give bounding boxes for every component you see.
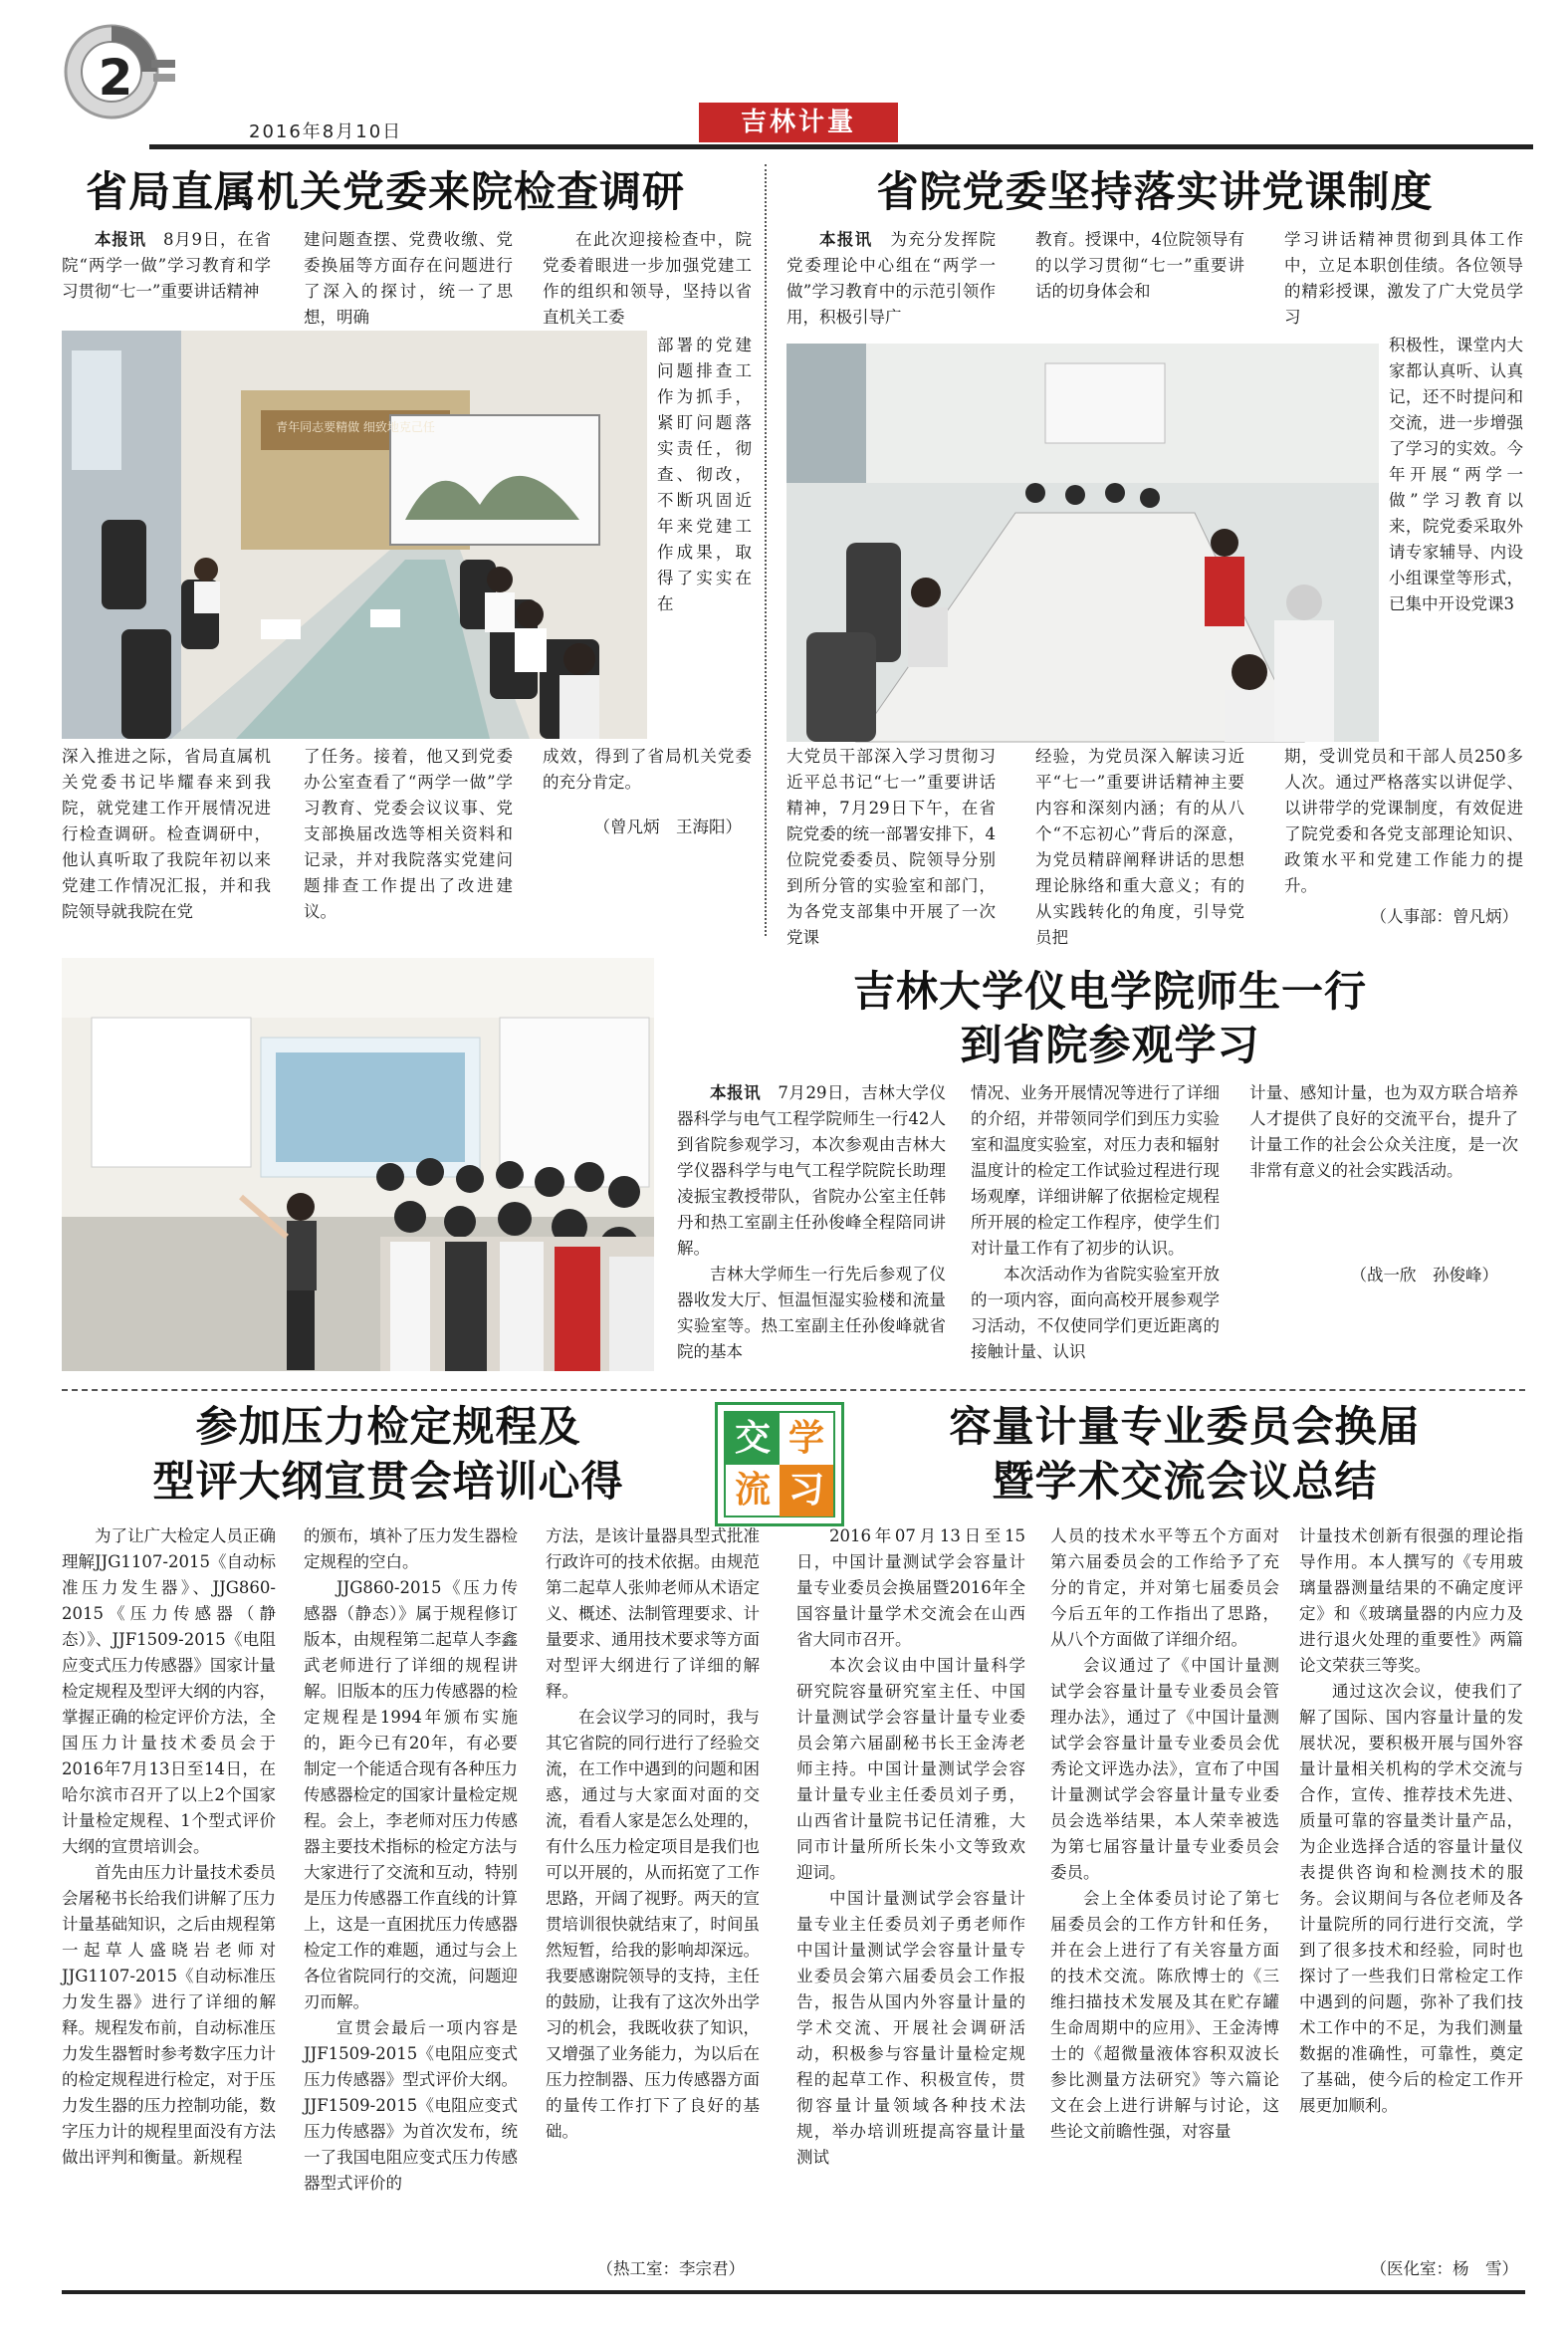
article1-bottom-col2: 了任务。接着，他又到党委办公室查看了“两学一做”学习教育、党委会议议事、党支部换届改选等相关资料和记录，并对我院落实党建问题排查工作提出了改进建议。 [304, 747, 513, 921]
article2-col1: 本报讯 为充分发挥院党委理论中心组在“两学一做”学习教育中的示范引领作用，积极引导广 [786, 230, 997, 327]
article5-col2: 人员的技术水平等五个方面对第六届委员会的工作给予了充分的肯定，并对第七届委员会今后五年的工作指出了思路，从八个方面做了详细介绍。 会议通过了《中国计量测试学会容量计量专业委员会管理办法》，通过了《中国计量测试学会容量计量专业委员会优秀论文评选办法》，宣布了中国计量测试学会容量计量专业委员会选举结果，本人荣幸被选为第七届容量计量专业委员会委员。 会上全体委员讨论了第七届委员会的工作方针和任务，并在会上进行了有关容量方面的技术交流。陈欣博士的《三维扫描技术发展及其在贮存罐生命周期中的应用》、王金涛博士的《超微量液体容积双波长参比测量方法研究》等六篇论文在会上进行讲解与讨论，这些论文前瞻性强，对容量 [1050, 1526, 1279, 2141]
badge-char-1: 交 [726, 1413, 780, 1465]
article2-bottom-col3: 期，受训党员和干部人员250多人次。通过严格落实以讲促学、以讲带学的党课制度，有效促进了院党委和各党支部理论知识、政策水平和党建工作能力的提升。 [1284, 747, 1523, 895]
article3-title-line2: 到省院参观学习 [960, 1021, 1260, 1069]
article4-signature: （热工室：李宗君） [596, 2259, 745, 2278]
article1-photo-wall-text: 青年同志要精做 细致地克己任 [276, 420, 435, 434]
article5-col3: 计量技术创新有很强的理论指导作用。本人撰写的《专用玻璃量器测量结果的不确定度评定》和《玻璃量器的内应力及进行退火处理的重要性》两篇论文荣获三等奖。 通过这次会议，使我们了解了国际、国内容量计量的发展状况，要积极开展与国外容量计量相关机构的学术交流与合作，宣传、推荐技术先进、质量可靠的容量类计量产品，为企业选择合适的容量计量仪表提供咨询和检测技术的服务。会议期间与各位老师及各计量院所的同行进行交流，学到了很多技术和经验，同时也探讨了一些我们日常检定工作中遇到的问题，弥补了我们技术工作中的不足，为我们测量数据的准确性，可靠性，奠定了基础，使今后的检定工作开展更加顺利。 [1299, 1526, 1523, 2115]
article4-col1: 为了让广大检定人员正确理解JJG1107-2015《自动标准压力发生器》、JJG860-2015《压力传感器（静态）》、JJF1509-2015《电阻应变式压力传感器》国家计量检定规程及型评大纲的内容，掌握正确的检定评价方法，全国压力计量技术委员会于2016年7月13日至14日，在哈尔滨市召开了以上2个国家计量检定规程、1个型式评价大纲的宣贯培训会。 首先由压力计量技术委员会屠秘书长给我们讲解了压力计量基础知识，之后由规程第一起草人盛晓岩老师对JJG1107-2015《自动标准压力发生器》进行了详细的解释。规程发布前，自动标准压力发生器暂时参考数字压力计的检定规程进行检定，对于压力发生器的压力控制功能，数字压力计的规程里面没有方法做出评判和衡量。新规程 [62, 1526, 276, 2167]
page-number: 2 [98, 49, 133, 107]
column-divider-top [765, 164, 767, 936]
article5-signature: （医化室：杨 雪） [1370, 2259, 1518, 2278]
article2-title: 省院党委坚持落实讲党课制度 [876, 167, 1434, 216]
article5-title-line1: 容量计量专业委员会换届 [949, 1402, 1421, 1451]
article1-title: 省局直属机关党委来院检查调研 [85, 167, 685, 216]
section-rule [62, 1389, 1525, 1391]
article5-col1: 2016年07月13日至15日，中国计量测试学会容量计量专业委员会换届暨2016年全国容量计量学术交流会在山西省大同市召开。 本次会议由中国计量科学研究院容量研究室主任、中国计量测试学会容量计量专业委员会第六届副秘书长王金涛老师主持。中国计量测试学会容量计量专业主任委员刘子勇，山西省计量院书记任清雅，大同市计量所所长朱小文等致欢迎词。 中国计量测试学会容量计量专业主任委员刘子勇老师作中国计量测试学会容量计量专业委员会第六届委员会工作报告，报告从国内外容量计量的学术交流、开展社会调研活动，积极参与容量计量检定规程的起草工作、积极宣传，贯彻容量计量领域各种技术法规，举办培训班提高容量计量测试 [796, 1526, 1025, 2167]
article3-title-line1: 吉林大学仪电学院师生一行 [852, 967, 1367, 1016]
article2-photo-lecture [786, 344, 1379, 742]
article1-bottom-col1: 深入推进之际，省局直属机关党委书记毕耀春来到我院，就党建工作开展情况进行检查调研。检查调研中，他认真听取了我院年初以来党建工作情况汇报，并和我院领导就我院在党 [62, 747, 271, 921]
article1-signature: （曾凡炳 王海阳） [593, 817, 742, 836]
article4-title-line1: 参加压力检定规程及 [195, 1402, 581, 1451]
article1-photo-meeting-room [62, 331, 647, 739]
article2-bottom-col2: 经验，为党员深入解读习近平“七一”重要讲话精神主要内容和深刻内涵；有的从八个“不忘初心”背后的深意，为党员精辟阐释讲话的思想理论脉络和重大意义；有的从实践转化的角度，引导党员把 [1035, 747, 1244, 947]
article1-col2: 建问题查摆、党费收缴、党委换届等方面存在问题进行了深入的探讨，统一了思想，明确 [304, 230, 513, 327]
article3-photo-visit [62, 958, 654, 1371]
footer-rule [62, 2290, 1525, 2294]
issue-date: 2016年8月10日 [249, 121, 403, 142]
article4-col2: 的颁布，填补了压力发生器检定规程的空白。 JJG860-2015《压力传感器（静态）》属于规程修订版本，由规程第二起草人李鑫武老师进行了详细的规程讲解。旧版本的压力传感器的检定规程是1994年颁布实施的，距今已有20年，有必要制定一个能适合现有各种压力传感器检定的国家计量检定规程。会上，李老师对压力传感器主要技术指标的检定方法与大家进行了交流和互动，特别是压力传感器工作直线的计算上，这是一直困扰压力传感器检定工作的难题，通过与会上各位省院同行的交流，问题迎刃而解。 宣贯会最后一项内容是JJF1509-2015《电阻应变式压力传感器》型式评价大纲。JJF1509-2015《电阻应变式压力传感器》为首次发布，统一了我国电阻应变式压力传感器型式评价的 [304, 1526, 518, 2193]
article3-col3: 计量、感知计量，也为双方联合培养人才提供了良好的交流平台，提升了计量工作的社会公众关注度，是一次非常有意义的社会实践活动。 [1249, 1083, 1518, 1180]
article3-signature: （战一欣 孙俊峰） [1350, 1266, 1498, 1284]
article2-signature: （人事部：曾凡炳） [1370, 907, 1518, 926]
article1-col3a: 在此次迎接检查中，院党委着眼进一步加强党建工作的组织和领导，坚持以省直机关工委 [543, 230, 752, 327]
header-rule [149, 144, 1533, 149]
article5-title-line2: 暨学术交流会议总结 [992, 1457, 1378, 1506]
article2-bottom-col1: 大党员干部深入学习贯彻习近平总书记“七一”重要讲话精神，7月29日下午，在省院党委的统一部署安排下，4位院党委委员、院领导分别到所分管的实验室和部门，为各党支部集中开展了一次党课 [786, 747, 996, 947]
paper-name-banner [699, 103, 898, 142]
badge-char-2: 学 [787, 1418, 824, 1459]
badge-char-4: 习 [780, 1465, 833, 1516]
article1-col3b: 部署的党建问题排查工作为抓手，紧盯问题落实责任，彻查、彻改，不断巩固近年来党建工作成果，取得了实实在在 [657, 336, 752, 613]
article4-title-line2: 型评大纲宣贯会培训心得 [152, 1457, 624, 1506]
article2-col3a: 学习讲话精神贯彻到具体工作中，立足本职创佳绩。各位领导的精彩授课，激发了广大党员学习 [1284, 230, 1523, 327]
article3-col1: 本报讯 7月29日，吉林大学仪器科学与电气工程学院师生一行42人到省院参观学习，本次参观由吉林大学仪器科学与电气工程学院院长助理凌振宝教授带队，省院办公室主任韩丹和热工室副主任孙俊峰全程陪同讲解。 吉林大学师生一行先后参观了仪器收发大厅、恒温恒湿实验楼和流量实验室等。热工室副主任孙俊峰就省院的基本 [677, 1083, 946, 1361]
article2-col2: 教育。授课中，4位院领导有的以学习贯彻“七一”重要讲话的切身体会和 [1035, 230, 1244, 301]
paper-name: 吉林计量 [740, 108, 856, 137]
exchange-learning-badge [715, 1402, 844, 1526]
article4-col3: 方法，是该计量器具型式批准行政许可的技术依据。由规范第二起草人张帅老师从术语定义、概述、法制管理要求、计量要求、通用技术要求等方面对型评大纲进行了详细的解释。 在会议学习的同时，我与其它省院的同行进行了经验交流，在工作中遇到的问题和困惑，通过与大家面对面的交流，看看人家是怎么处理的，有什么压力检定项目是我们也可以开展的，从而拓宽了工作思路，开阔了视野。两天的宣贯培训很快就结束了，时间虽然短暂，给我的影响却深远。我要感谢院领导的支持，主任的鼓励，让我有了这次外出学习的机会，我既收获了知识，又增强了业务能力，为以后在压力控制器、压力传感器方面的量传工作打下了良好的基础。 [546, 1526, 760, 2141]
article2-col3b: 积极性，课堂内大家都认真听、认真记，还不时提问和交流，进一步增强了学习的实效。今年开展“两学一做”学习教育以来，院党委采取外请专家辅导、内设小组课堂等形式，已集中开设党课3 [1389, 336, 1523, 613]
article3-col2: 情况、业务开展情况等进行了详细的介绍，并带领同学们到压力实验室和温度实验室，对压力表和辐射温度计的检定工作试验过程进行现场观摩，详细讲解了依据检定规程所开展的检定工作程序，使学生们对计量工作有了初步的认识。 本次活动作为省院实验室开放的一项内容，面向高校开展参观学习活动，不仅使同学们更近距离的接触计量、认识 [971, 1083, 1220, 1361]
article1-bottom-col3: 成效，得到了省局机关党委的充分肯定。 [543, 747, 752, 792]
article1-col1: 本报讯 8月9日，在省院“两学一做”学习教育和学习贯彻“七一”重要讲话精神 [62, 230, 271, 301]
badge-char-3: 流 [734, 1470, 771, 1511]
